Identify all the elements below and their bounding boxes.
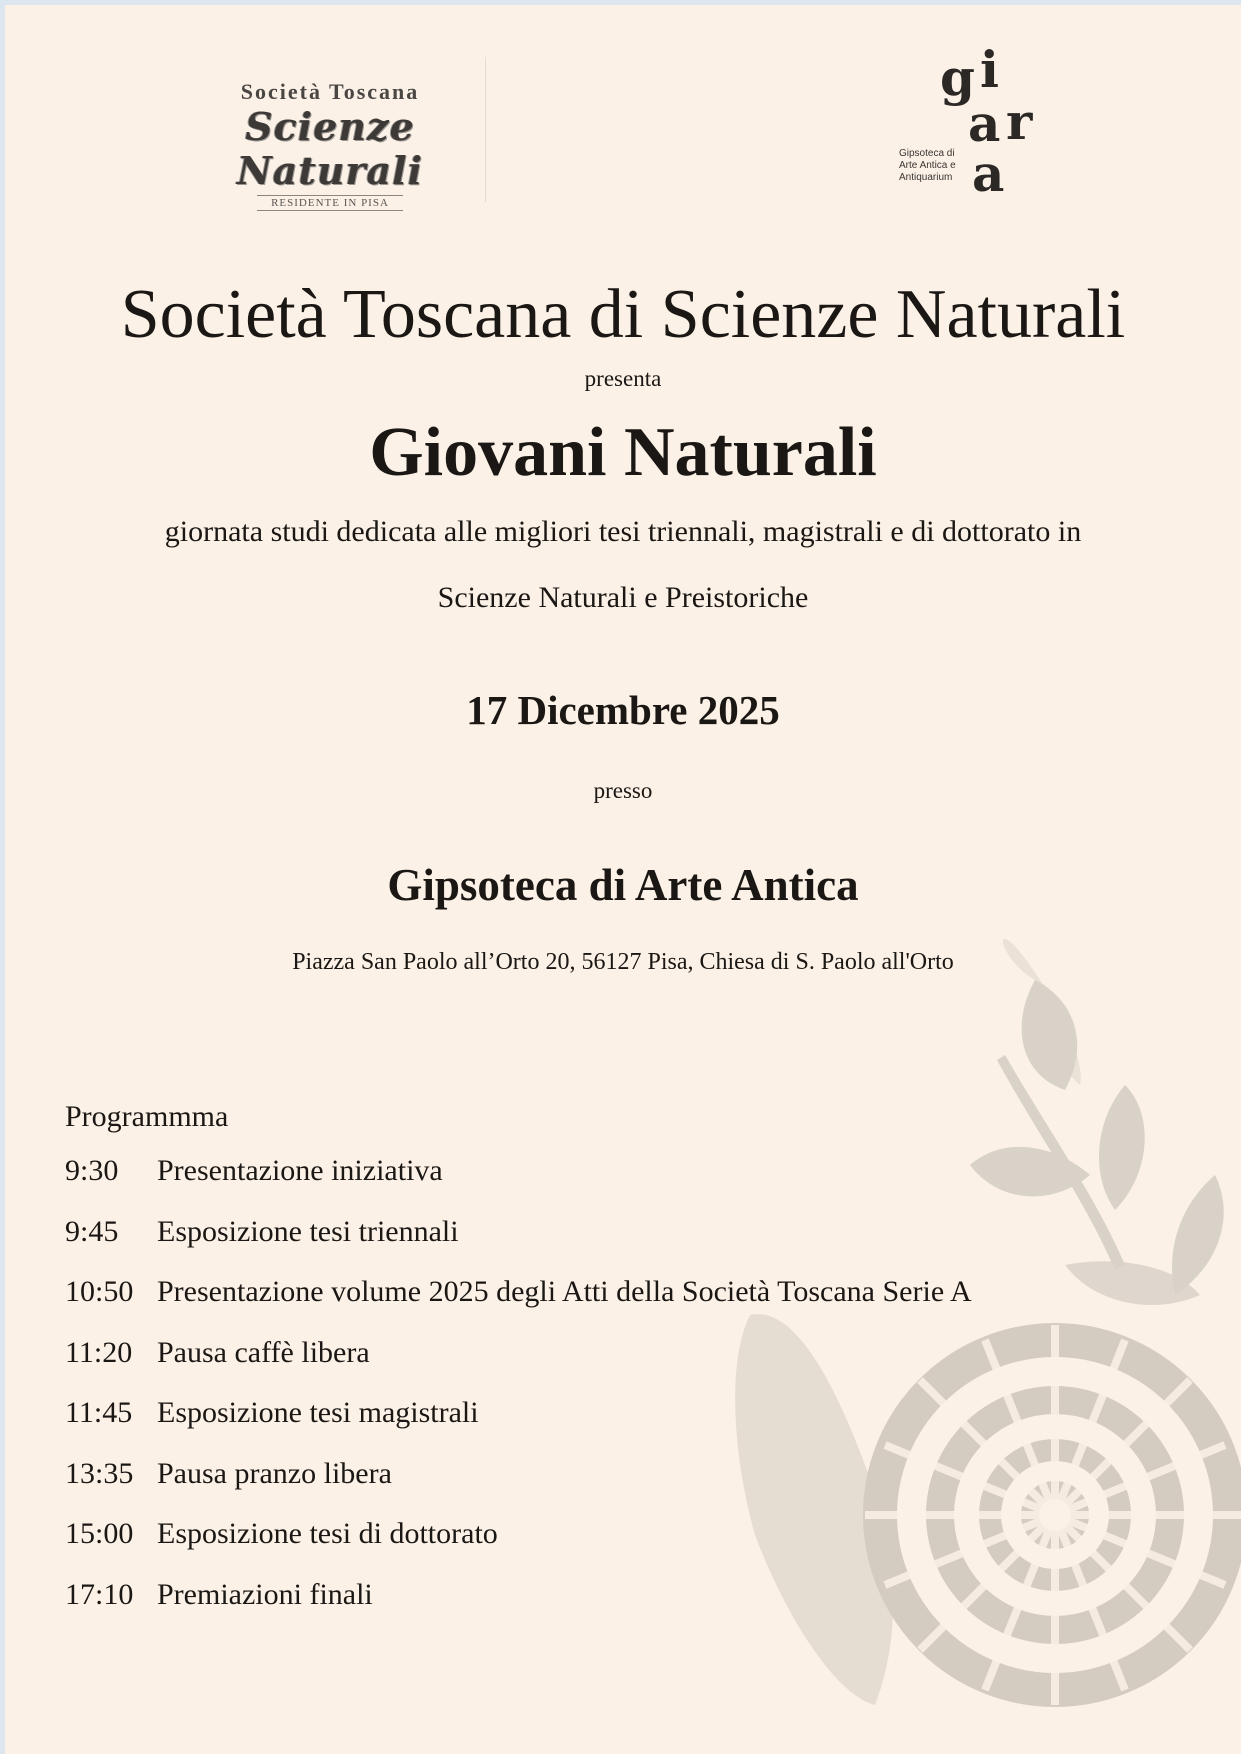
program-item (65, 1454, 1165, 1515)
society-title: Società Toscana di Scienze Naturali (120, 276, 1126, 353)
program-item (65, 1272, 1165, 1333)
logo-letter-g: g (940, 48, 975, 107)
program-item-time: 11:20 (65, 1335, 133, 1369)
logo-letter-a2: a (972, 144, 1005, 203)
program-item-activity: Esposizione tesi magistrali (157, 1396, 479, 1429)
gipsoteca-logo-letters (940, 40, 1070, 213)
program-item (65, 1575, 1165, 1636)
gipsoteca-logo (895, 40, 1075, 213)
presenta-label: presenta (584, 366, 662, 391)
program-item-time: 9:45 (65, 1214, 119, 1248)
event-address: Piazza San Paolo all’Orto 20, 56127 Pisa, Chiesa di S. Paolo all'Orto (292, 949, 954, 975)
program-item-time: 10:50 (65, 1275, 134, 1308)
logo-letter-i: i (980, 40, 999, 99)
program-title: Programmma (65, 1100, 229, 1133)
event-description-line-1: giornata studi dedicata alle migliori tesi triennali, magistrali e di dottorato in (164, 515, 1082, 548)
program-item (65, 1151, 1165, 1212)
program-item-activity: Esposizione tesi di dottorato (157, 1517, 498, 1550)
program-item-activity: Premiazioni finali (157, 1577, 373, 1611)
caption-line-1: Gipsoteca di (899, 148, 955, 159)
program-item (65, 1514, 1165, 1575)
society-logo-sub: RESIDENTE IN PISA (257, 195, 403, 211)
society-logo-main (180, 105, 480, 193)
program-item-activity: Presentazione iniziativa (157, 1154, 443, 1187)
program-item-activity: Esposizione tesi triennali (157, 1214, 459, 1248)
event-description-line-2: Scienze Naturali e Preistoriche (437, 581, 809, 614)
program-item-time: 13:35 (65, 1456, 134, 1490)
program-item (65, 1333, 1165, 1394)
caption-line-3: Antiquarium (899, 172, 953, 183)
program-item-time: 11:45 (65, 1396, 133, 1429)
program-item-time: 17:10 (65, 1577, 134, 1611)
event-title: Giovani Naturali (369, 414, 877, 491)
logo-divider (485, 57, 486, 202)
program-item-activity: Presentazione volume 2025 degli Atti della Società Toscana Serie A (157, 1275, 972, 1308)
program-item-activity: Pausa caffè libera (157, 1335, 370, 1369)
program-item-time: 9:30 (65, 1154, 119, 1187)
gipsoteca-logo-caption (899, 148, 989, 184)
society-logo (180, 57, 480, 209)
program-item-time: 15:00 (65, 1517, 134, 1550)
presso-label: presso (593, 778, 653, 803)
event-venue: Gipsoteca di Arte Antica (387, 860, 859, 910)
logo-letter-r: r (1006, 92, 1033, 151)
program-item (65, 1393, 1165, 1454)
logo-letter-a: a (968, 94, 1001, 153)
caption-line-2: Arte Antica e (899, 160, 956, 171)
program-section (65, 1097, 1165, 1635)
flyer-page (5, 5, 1241, 1754)
society-logo-main-text: Scienze Naturali (236, 104, 424, 193)
event-date: 17 Dicembre 2025 (466, 687, 780, 733)
program-item-activity: Pausa pranzo libera (157, 1456, 392, 1490)
program-item (65, 1212, 1165, 1273)
society-logo-top: Società Toscana (240, 79, 420, 104)
